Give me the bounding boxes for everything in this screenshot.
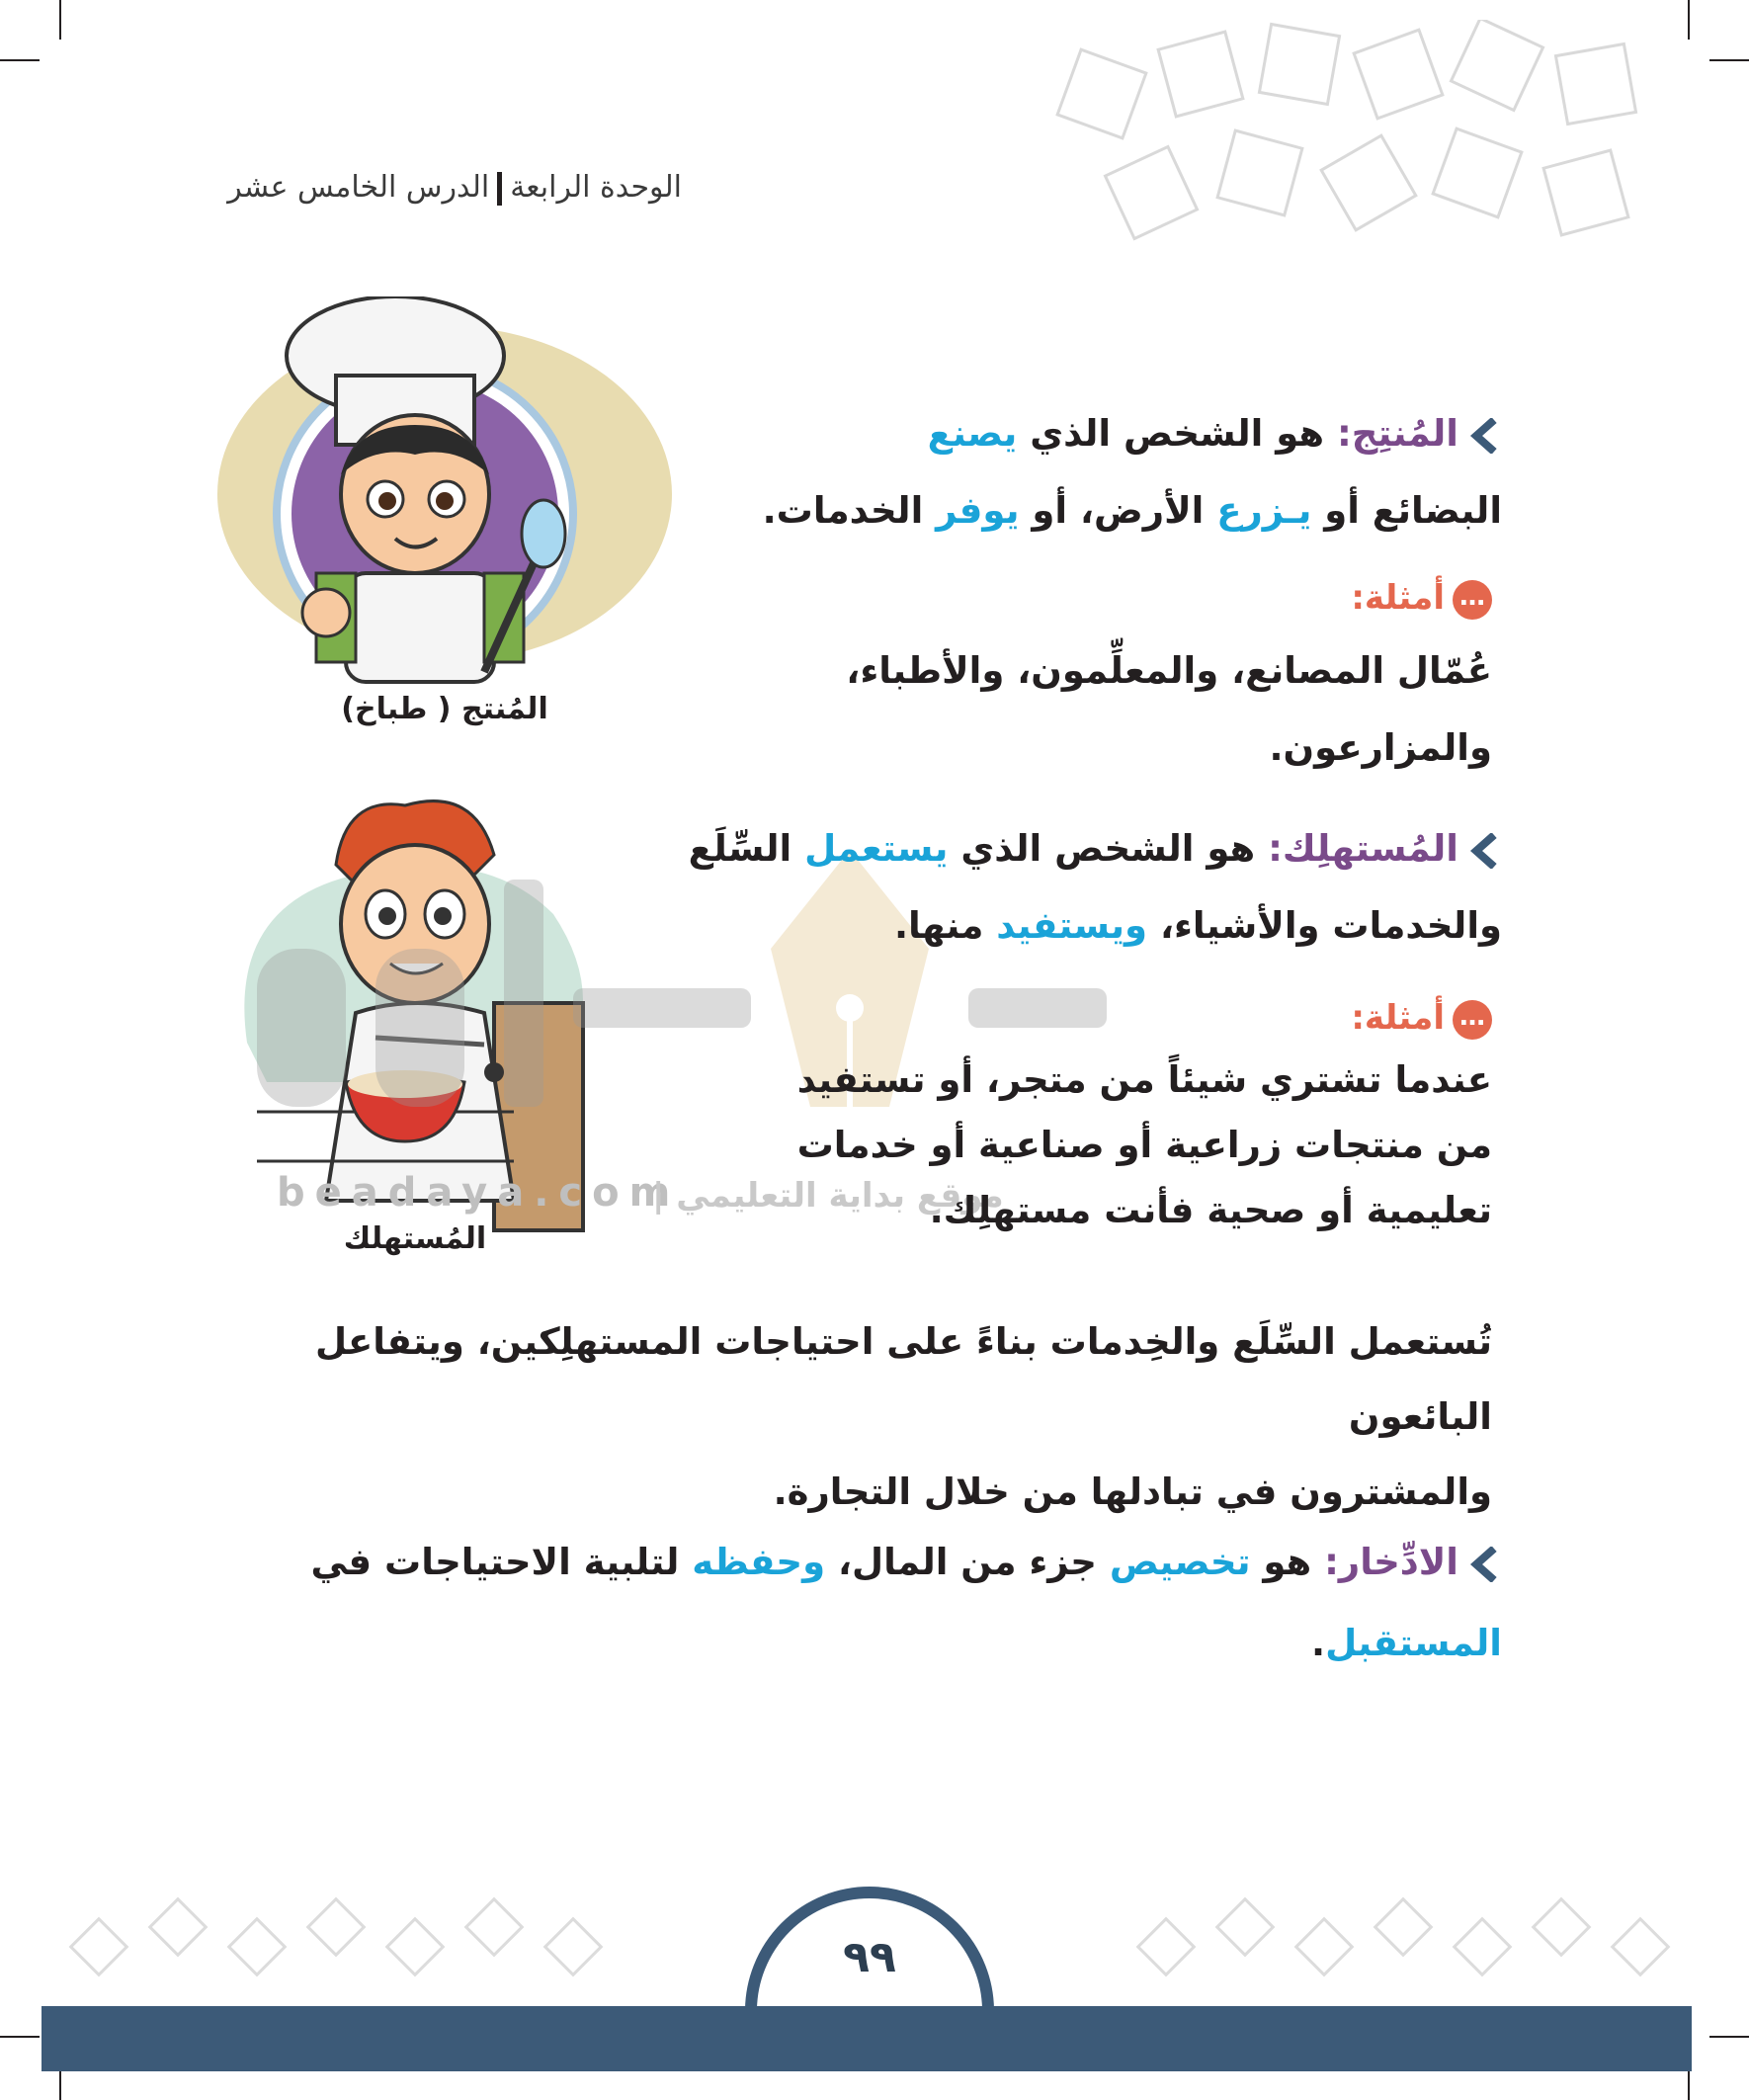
unit-label: الوحدة الرابعة	[510, 170, 682, 205]
highlight-word: تخصيص	[1109, 1541, 1251, 1583]
crop-mark	[59, 0, 61, 40]
highlight-word: يصنع	[927, 412, 1018, 455]
crop-mark	[0, 2036, 40, 2038]
lesson-header	[168, 170, 682, 206]
crop-mark	[0, 59, 40, 61]
highlight-word: يـزرع	[1216, 489, 1312, 532]
examples-label: أمثلة:	[1351, 578, 1445, 618]
watermark-url: beadaya.com	[277, 1170, 681, 1216]
page-number: ٩٩	[843, 1932, 896, 1982]
speech-bubble-icon: …	[1453, 1000, 1492, 1040]
highlight-word: يوفر	[936, 489, 1020, 532]
examples-line: عندما تشتري شيئاً من متجر، أو تستفيد	[796, 1058, 1492, 1101]
consumer-caption: المُستهلك	[343, 1221, 487, 1256]
text-segment: منها.	[894, 904, 984, 947]
text-segment: هو	[1263, 1541, 1312, 1583]
examples-line: من منتجات زراعية أو صناعية أو خدمات	[796, 1124, 1492, 1166]
text-segment: هو الشخص الذي	[960, 827, 1256, 870]
highlight-word: وحفظه	[692, 1541, 826, 1583]
crop-mark	[1709, 2036, 1749, 2038]
footer-band	[42, 2006, 1692, 2071]
consumer-examples-text	[791, 1048, 1492, 1243]
consumer-definition	[613, 810, 1502, 965]
highlight-word: ويستفيد	[996, 904, 1148, 947]
highlight-word: يستعمل	[804, 827, 949, 870]
saving-definition	[198, 1522, 1502, 1684]
saving-term: الادِّخار:	[1324, 1541, 1458, 1583]
producer-term: المُنتِج:	[1336, 412, 1458, 455]
chevron-left-icon	[1468, 1547, 1502, 1582]
highlight-word: المستقبل	[1325, 1622, 1502, 1664]
producer-examples-label	[988, 578, 1492, 620]
producer-examples-text: عُمّال المصانع، والمعلِّمون، والأطباء، والمزارعون.	[846, 649, 1492, 769]
text-segment: الخدمات.	[762, 489, 924, 532]
text-segment: الأرض، أو	[1032, 489, 1205, 532]
examples-label: أمثلة:	[1351, 998, 1445, 1038]
decorative-pattern-top	[1028, 20, 1719, 267]
chevron-left-icon	[1468, 833, 1502, 869]
text-segment: .	[1311, 1622, 1326, 1664]
producer-definition	[613, 395, 1502, 549]
lesson-label: الدرس الخامس عشر	[227, 170, 490, 205]
producer-caption: المُنتج ( طباخ)	[341, 692, 548, 726]
text-segment: البضائع أو	[1324, 489, 1502, 532]
text-segment: لتلبية الاحتياجات في	[310, 1541, 680, 1583]
paragraph-line: تُستعمل السِّلَع والخِدمات بناءً على احتياجات المستهلِكين، ويتفاعل البائعون	[315, 1320, 1492, 1438]
text-segment: هو الشخص الذي	[1030, 412, 1325, 455]
chevron-left-icon	[1468, 418, 1502, 454]
text-segment: السِّلَع والخدمات والأشياء،	[688, 827, 1502, 947]
watermark-site-name: موقع بداية التعليمي |	[652, 1176, 1004, 1216]
examples-line: تعليمية أو صحية فأنت مستهلِك.	[929, 1189, 1492, 1231]
text-segment: جزء من المال،	[837, 1541, 1097, 1583]
consumer-term: المُستهلِك:	[1268, 827, 1458, 870]
consumer-examples-label	[988, 998, 1492, 1040]
speech-bubble-icon: …	[1453, 580, 1492, 620]
trade-paragraph	[198, 1304, 1492, 1530]
header-divider	[497, 172, 502, 206]
paragraph-line: والمشترون في تبادلها من خلال التجارة.	[773, 1470, 1492, 1513]
